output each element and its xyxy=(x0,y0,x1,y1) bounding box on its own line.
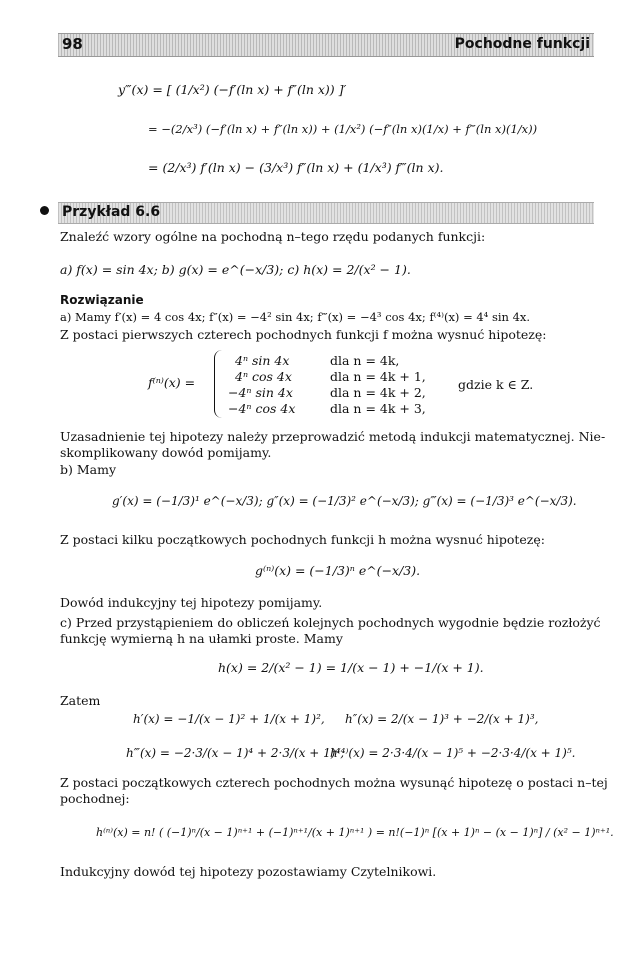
part-b-proof-note: Dowód indukcyjny tej hipotezy pomijamy. xyxy=(60,595,323,610)
cases-lhs: f⁽ⁿ⁾(x) = xyxy=(148,375,196,390)
cases-brace xyxy=(214,350,223,418)
h-first-derivative: h′(x) = −1/(x − 1)² + 1/(x + 1)², xyxy=(133,712,325,726)
cases-note: gdzie k ∈ Z. xyxy=(458,377,534,392)
justification-line1: Uzasadnienie tej hipotezy należy przeprowadzić metodą indukcji matematycznej. Nie- xyxy=(60,429,606,444)
case-expr: −4ⁿ cos 4x xyxy=(228,401,296,416)
part-b-derivatives: g′(x) = (−1/3)¹ e^(−x/3); g″(x) = (−1/3)² e^(−x/3); g‴(x) = (−1/3)³ e^(−x/3). xyxy=(112,494,577,508)
case-cond: dla n = 4k + 2, xyxy=(330,385,426,400)
zatem-label: Zatem xyxy=(60,693,101,708)
justification-line2: skomplikowany dowód pomijamy. xyxy=(60,445,272,460)
case-expr: −4ⁿ sin 4x xyxy=(228,385,293,400)
part-b-intro: b) Mamy xyxy=(60,462,117,477)
page-number: 98 xyxy=(62,35,83,53)
part-c-line1: c) Przed przystąpieniem do obliczeń kolejnych pochodnych wygodnie będzie rozłożyć xyxy=(60,615,601,630)
part-a-hypothesis-intro: Z postaci pierwszych czterech pochodnych funkcji f można wysnuć hipotezę: xyxy=(60,327,547,342)
running-header xyxy=(58,33,594,57)
part-c-decomposition: h(x) = 2/(x² − 1) = 1/(x − 1) + −1/(x + 1). xyxy=(218,660,484,675)
closing-remark: Indukcyjny dowód tej hipotezy pozostawiamy Czytelnikowi. xyxy=(60,864,437,879)
part-c-line2: funkcję wymierną h na ułamki proste. Mamy xyxy=(60,631,343,646)
case-cond: dla n = 4k + 1, xyxy=(330,369,426,384)
solution-heading: Rozwiązanie xyxy=(60,293,144,307)
equation-y3-line3: = (2/x³) f′(ln x) − (3/x³) f″(ln x) + (1/x³) f‴(ln x). xyxy=(148,160,444,175)
part-c-result: h⁽ⁿ⁾(x) = n! ( (−1)ⁿ/(x − 1)ⁿ⁺¹ + (−1)ⁿ⁺¹/(x + 1)ⁿ⁺¹ ) = n!(−1)ⁿ [(x + 1)ⁿ − (x − 1)ⁿ] / (x² − 1)ⁿ⁺¹. xyxy=(96,826,614,839)
part-c-line4: pochodnej: xyxy=(60,791,130,806)
case-cond: dla n = 4k + 3, xyxy=(330,401,426,416)
task-text: Znaleźć wzory ogólne na pochodną n–tego rzędu podanych funkcji: xyxy=(60,229,486,244)
chapter-title: Pochodne funkcji xyxy=(454,36,590,52)
bullet-icon xyxy=(40,206,49,215)
h-third-derivative: h‴(x) = −2·3/(x − 1)⁴ + 2·3/(x + 1)⁴, xyxy=(126,746,345,760)
case-expr: 4ⁿ sin 4x xyxy=(235,353,290,368)
h-fourth-derivative: h⁽⁴⁾(x) = 2·3·4/(x − 1)⁵ + −2·3·4/(x + 1)⁵. xyxy=(330,746,576,760)
example-title: Przykład 6.6 xyxy=(62,204,161,220)
part-a-derivatives: a) Mamy f′(x) = 4 cos 4x; f″(x) = −4² sin 4x; f‴(x) = −4³ cos 4x; f⁽⁴⁾(x) = 4⁴ sin 4x. xyxy=(60,310,531,324)
case-expr: 4ⁿ cos 4x xyxy=(235,369,292,384)
part-c-line3: Z postaci początkowych czterech pochodnych można wysunąć hipotezę o postaci n–tej xyxy=(60,775,608,790)
equation-y3-line1: y‴(x) = [ (1/x²) (−f′(ln x) + f″(ln x)) ]′ xyxy=(118,82,347,97)
part-b-hypothesis-intro: Z postaci kilku początkowych pochodnych funkcji h można wysnuć hipotezę: xyxy=(60,532,545,547)
task-functions: a) f(x) = sin 4x; b) g(x) = e^(−x/3); c) h(x) = 2/(x² − 1). xyxy=(60,262,411,277)
h-second-derivative: h″(x) = 2/(x − 1)³ + −2/(x + 1)³, xyxy=(345,712,539,726)
part-b-result: g⁽ⁿ⁾(x) = (−1/3)ⁿ e^(−x/3). xyxy=(255,563,421,578)
example-bar xyxy=(58,202,594,224)
case-cond: dla n = 4k, xyxy=(330,353,400,368)
equation-y3-line2: = −(2/x³) (−f′(ln x) + f″(ln x)) + (1/x²) (−f″(ln x)(1/x) + f‴(ln x)(1/x)) xyxy=(148,122,538,136)
